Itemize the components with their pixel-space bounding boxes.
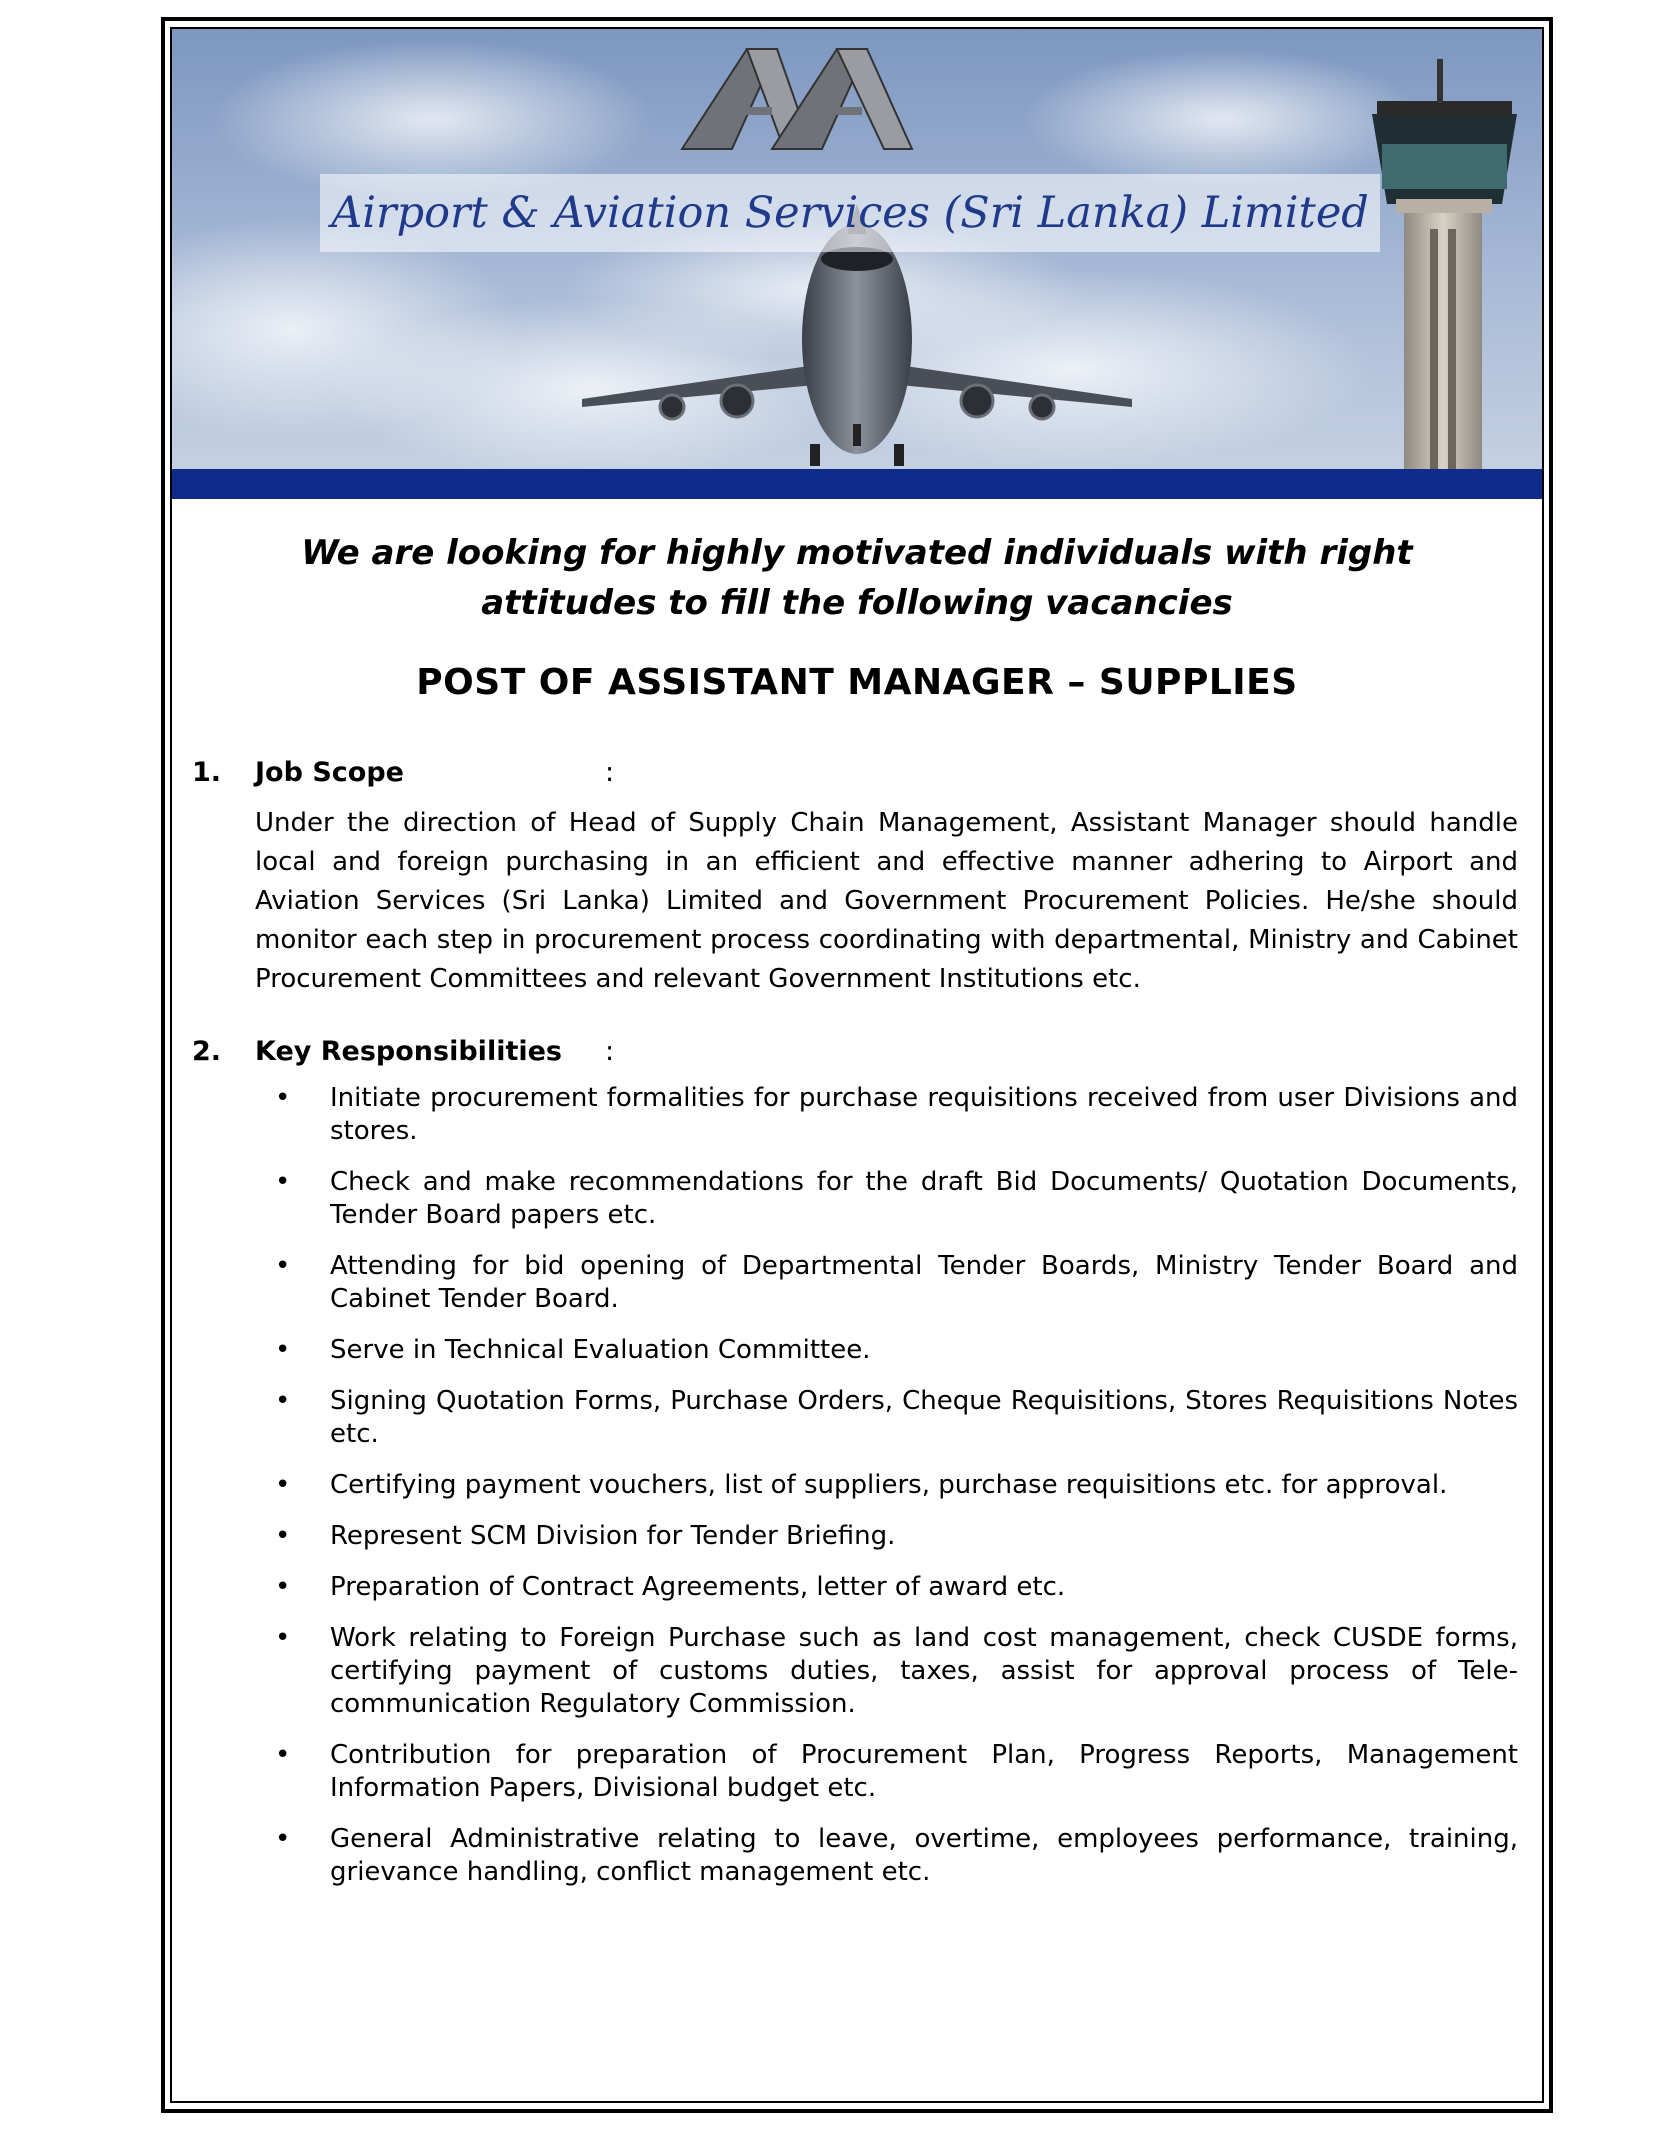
bullet-icon: • [275, 1470, 291, 1500]
job-scope-label: Job Scope [255, 757, 404, 788]
list-item [255, 1823, 1518, 1889]
bullet-icon: • [275, 1740, 291, 1770]
job-scope-heading [192, 755, 1518, 791]
headline-line-2: attitudes to fill the following vacancies [481, 583, 1233, 623]
list-item [255, 1520, 1518, 1553]
responsibility-text: Work relating to Foreign Purchase such as land cost management, check CUSDE forms, certifying payment of customs duties, taxes, assist for approval process of Tele-communication Regulatory Commission. [330, 1623, 1518, 1719]
list-item [255, 1334, 1518, 1367]
job-scope-text: Under the direction of Head of Supply Chain Management, Assistant Manager should handle local and foreign purchasing in an efficient and effective manner adhering to Airport and Aviation Services (Sri Lanka) Limited and Government Procurement Policies. He/she should monitor each step in procurement process coordinating with departmental, Ministry and Cabinet Procurement Committees and relevant Government Institutions etc. [255, 808, 1518, 994]
responsibility-text: Check and make recommendations for the draft Bid Documents/ Quotation Documents, Tender Board papers etc. [330, 1167, 1518, 1230]
bullet-icon: • [275, 1623, 291, 1653]
responsibility-text: Contribution for preparation of Procurement Plan, Progress Reports, Management Information Papers, Divisional budget etc. [330, 1740, 1518, 1803]
list-item [255, 1739, 1518, 1805]
bullet-icon: • [275, 1386, 291, 1416]
list-item [255, 1385, 1518, 1451]
responsibility-text: Attending for bid opening of Departmental Tender Boards, Ministry Tender Board and Cabinet Tender Board. [330, 1251, 1518, 1314]
key-responsibilities-number: 2. [192, 1036, 222, 1067]
key-responsibilities-colon: : [605, 1036, 615, 1067]
bullet-icon: • [275, 1521, 291, 1551]
responsibilities-list [255, 1082, 1518, 1907]
banner-artwork [172, 29, 1542, 499]
list-item [255, 1166, 1518, 1232]
responsibility-text: Initiate procurement formalities for purchase requisitions received from user Divisions and stores. [330, 1083, 1518, 1146]
bullet-icon: • [275, 1251, 291, 1281]
bullet-icon: • [275, 1824, 291, 1854]
list-item [255, 1250, 1518, 1316]
headline-line-1: We are looking for highly motivated individuals with right [301, 533, 1413, 573]
list-item [255, 1469, 1518, 1502]
list-item [255, 1622, 1518, 1721]
bullet-icon: • [275, 1572, 291, 1602]
recruitment-headline [172, 528, 1542, 628]
key-responsibilities-heading [192, 1034, 1518, 1070]
list-item [255, 1082, 1518, 1148]
post-title: POST OF ASSISTANT MANAGER – SUPPLIES [416, 662, 1298, 703]
job-scope-colon: : [605, 757, 615, 788]
responsibility-text: Preparation of Contract Agreements, letter of award etc. [330, 1572, 1066, 1602]
responsibility-text: Serve in Technical Evaluation Committee. [330, 1335, 871, 1365]
responsibility-text: Certifying payment vouchers, list of suppliers, purchase requisitions etc. for approval. [330, 1470, 1448, 1500]
header-banner [172, 29, 1542, 499]
list-item [255, 1571, 1518, 1604]
bullet-icon: • [275, 1083, 291, 1113]
key-responsibilities-label: Key Responsibilities [255, 1036, 562, 1067]
responsibility-text: General Administrative relating to leave, overtime, employees performance, training, grievance handling, conflict management etc. [330, 1824, 1518, 1887]
bullet-icon: • [275, 1335, 291, 1365]
responsibility-text: Signing Quotation Forms, Purchase Orders, Cheque Requisitions, Stores Requisitions Notes etc. [330, 1386, 1518, 1449]
bullet-icon: • [275, 1167, 291, 1197]
responsibility-text: Represent SCM Division for Tender Briefing. [330, 1521, 896, 1551]
job-scope-number: 1. [192, 757, 222, 788]
company-name-banner: Airport & Aviation Services (Sri Lanka) Limited [320, 174, 1380, 252]
